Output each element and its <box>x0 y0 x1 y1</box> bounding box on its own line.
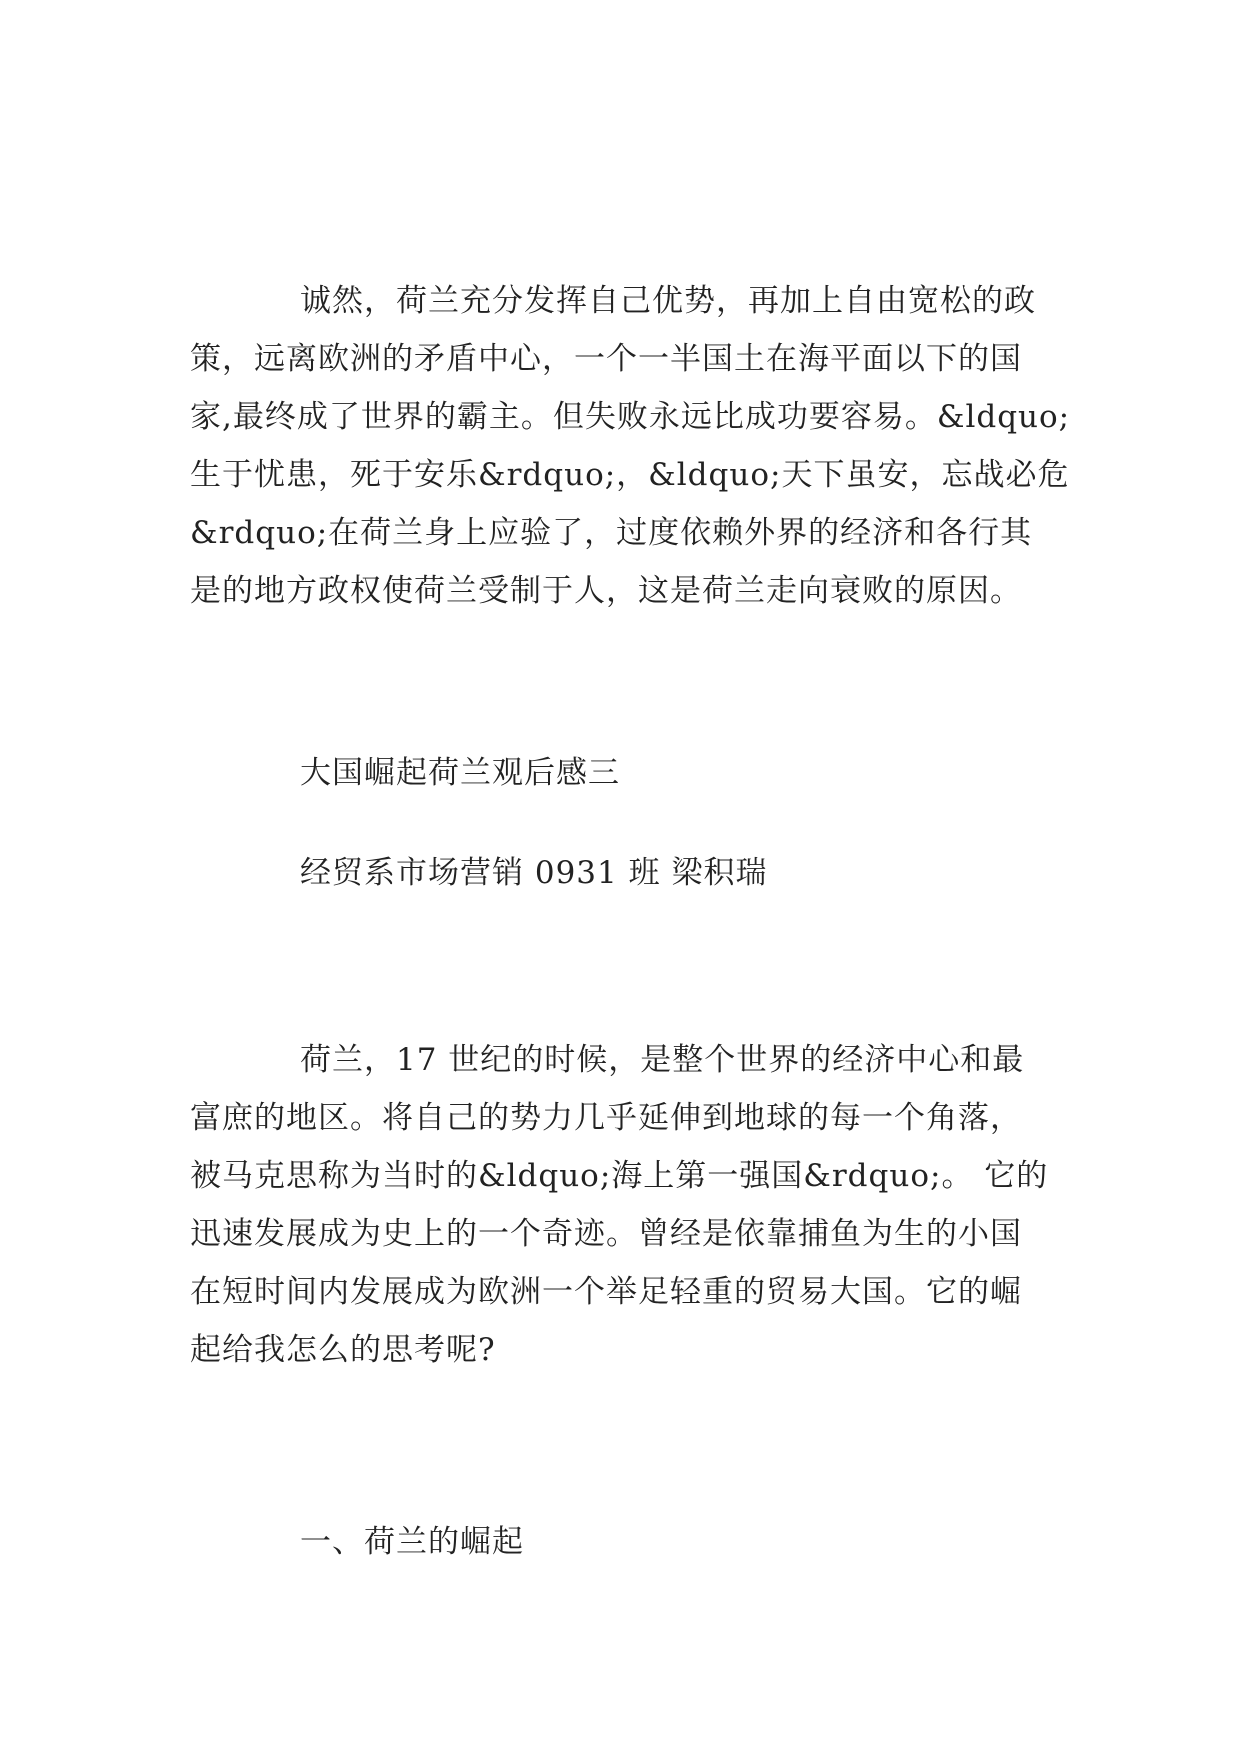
author-line <box>190 844 1070 902</box>
paragraph-1 <box>190 272 1070 620</box>
paragraph-line: 家,最终成了世界的霸主。但失败永远比成功要容易。&ldquo; <box>190 399 1071 435</box>
paragraph-line: &rdquo;在荷兰身上应验了，过度依赖外界的经济和各行其 <box>190 515 1033 551</box>
paragraph-line: 诚然，荷兰充分发挥自己优势，再加上自由宽松的政 <box>300 283 1036 319</box>
paragraph-line: 迅速发展成为史上的一个奇迹。曾经是依靠捕鱼为生的小国 <box>190 1216 1022 1252</box>
paragraph-line: 被马克思称为当时的&ldquo;海上第一强国&rdquo;。 它的 <box>190 1158 1049 1194</box>
paragraph-line: 是的地方政权使荷兰受制于人，这是荷兰走向衰败的原因。 <box>190 573 1022 609</box>
paragraph-line: 策，远离欧洲的矛盾中心，一个一半国土在海平面以下的国 <box>190 341 1022 377</box>
section-heading-text: 一、荷兰的崛起 <box>300 1524 524 1560</box>
document-title <box>190 744 1070 802</box>
paragraph-line: 荷兰，17 世纪的时候，是整个世界的经济中心和最 <box>300 1042 1025 1078</box>
section-heading <box>190 1513 1070 1571</box>
paragraph-line: 生于忧患，死于安乐&rdquo;，&ldquo;天下虽安，忘战必危 <box>190 457 1070 493</box>
paragraph-line: 富庶的地区。将自己的势力几乎延伸到地球的每一个角落， <box>190 1100 1022 1136</box>
paragraph-line: 起给我怎么的思考呢? <box>190 1332 496 1368</box>
title-text: 大国崛起荷兰观后感三 <box>300 755 620 791</box>
paragraph-2 <box>190 1031 1070 1379</box>
paragraph-line: 在短时间内发展成为欧洲一个举足轻重的贸易大国。它的崛 <box>190 1274 1022 1310</box>
author-text: 经贸系市场营销 0931 班 梁积瑞 <box>300 855 768 891</box>
